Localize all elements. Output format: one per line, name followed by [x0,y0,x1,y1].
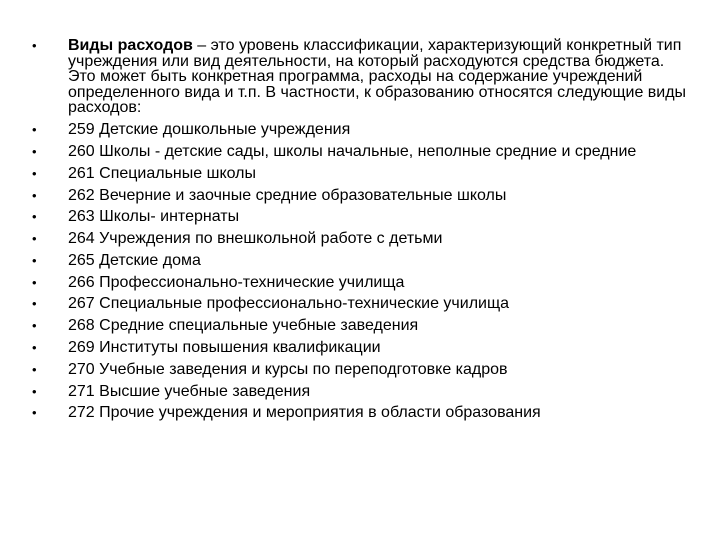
list-item-text: 263 Школы- интернаты [68,208,240,226]
list-item-text: 262 Вечерние и заочные средние образовательные школы [68,186,507,204]
list-item-text: 265 Детские дома [68,251,201,269]
list-item-text: 261 Специальные школы [68,164,257,182]
bullet-icon: • [32,383,37,399]
bullet-icon: • [32,296,37,312]
bullet-icon: • [32,252,37,268]
list-item-text: 272 Прочие учреждения и мероприятия в области образования [68,404,541,422]
list-item [30,275,690,291]
bullet-icon: • [32,361,37,377]
bullet-icon: • [32,405,37,421]
bullet-icon: • [32,231,37,247]
list-item [30,405,690,421]
list-item [30,296,690,312]
bullet-icon: • [32,339,37,355]
list-item [30,231,690,247]
intro-item [30,38,690,116]
list-item [30,340,690,356]
bullet-icon: • [32,274,37,290]
list-item [30,384,690,400]
bullet-icon: • [32,187,37,203]
list-item [30,362,690,378]
list-item-text: 269 Институты повышения квалификации [68,338,381,356]
list-item-text: 259 Детские дошкольные учреждения [68,121,351,139]
list-item-text: 271 Высшие учебные заведения [68,382,311,400]
list-item [30,122,690,138]
list-item [30,166,690,182]
list-item-text: 270 Учебные заведения и курсы по переподготовке кадров [68,360,508,378]
list-item [30,188,690,204]
bullet-list [30,38,690,427]
list-item [30,318,690,334]
list-item-text: 266 Профессионально-технические училища [68,273,405,291]
bullet-icon: • [32,209,37,225]
list-item [30,253,690,269]
list-item-text: 260 Школы - детские сады, школы начальные, неполные средние и средние [68,142,637,160]
list-item-text: 268 Средние специальные учебные заведения [68,317,419,335]
intro-definition: – это уровень классификации, характеризующий конкретный тип учреждения или вид деятельности, на который расходуются средства бюджета. Это может быть конкретная программа, расходы на содержание учреждений определенного вида и т.п. В частности, к образованию относятся следующие виды расходов: [68,37,687,117]
intro-text [68,38,690,116]
bullet-icon: • [32,143,37,159]
intro-term: Виды расходов [68,37,193,54]
list-item [30,209,690,225]
list-item-text: 264 Учреждения по внешкольной работе с детьми [68,230,443,248]
list-item [30,144,690,160]
bullet-icon: • [32,122,37,138]
bullet-icon: • [32,38,37,53]
list-item-text: 267 Специальные профессионально-технические училища [68,295,510,313]
bullet-icon: • [32,165,37,181]
bullet-icon: • [32,318,37,334]
